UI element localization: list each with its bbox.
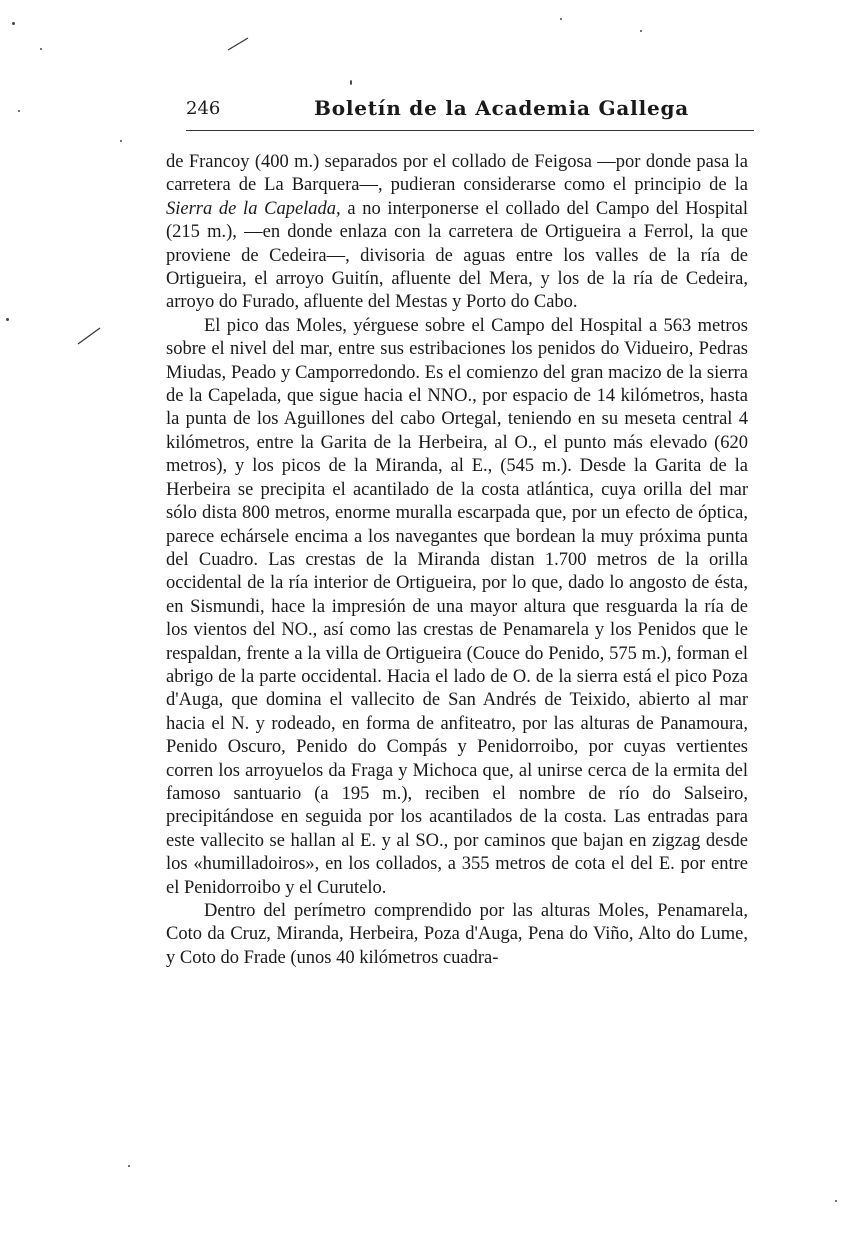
- body-text: [166, 151, 748, 970]
- pencil-stroke: [226, 36, 250, 52]
- paragraph-3: Dentro del perímetro comprendido por las alturas Moles, Penamarela, Coto da Cruz, Miranda, Herbeira, Poza d'Auga, Pena do Viño, Alto do Lume, y Coto do Frade (unos 40 kilómetros cuadra-: [166, 901, 748, 968]
- scan-speck: [120, 140, 122, 142]
- running-title: Boletín de la Academia Gallega: [314, 96, 690, 120]
- scan-speck: [18, 110, 20, 112]
- scan-speck: [128, 1165, 130, 1167]
- pencil-stroke: [76, 326, 102, 346]
- scan-speck: [640, 30, 642, 32]
- scan-speck: [6, 318, 9, 321]
- page-header: [186, 96, 754, 131]
- scan-speck: [40, 48, 42, 50]
- scan-speck: [835, 1200, 837, 1202]
- paragraph-1-italic: Sierra de la Capelada,: [166, 198, 341, 219]
- scan-speck: [12, 22, 15, 25]
- paragraph-1: [166, 151, 748, 315]
- scan-speck: [560, 18, 562, 20]
- paragraph-1-part-b: a no interponerse el collado del Campo del Hospital (215 m.), —en donde enlaza con la carretera de Ortigueira a Ferrol, la que proviene de Cedeira—, divisoria de aguas entre los valles de la ría de Ortigueira, el arroyo Guitín, afluente del Mera, y los de la ría de Cedeira, arroyo do Furado, afluente del Mestas y Porto do Cabo.: [166, 198, 748, 313]
- page-number: 246: [186, 98, 221, 119]
- paragraph-2: El pico das Moles, yérguese sobre el Campo del Hospital a 563 metros sobre el nivel del mar, entre sus estribaciones los penidos do Vidueiro, Pedras Miudas, Peado y Camporredondo. Es el comienzo del gran macizo de la sierra de la Capelada, que sigue hacia el NNO., por espacio de 14 kilómetros, hasta la punta de los Aguillones del cabo Ortegal, teniendo en su meseta central 4 kilómetros, entre la Garita de la Herbeira, al O., el punto más elevado (620 metros), y los picos de la Miranda, al E., (545 m.). Desde la Garita de la Herbeira se precipita el acantilado de la costa atlántica, cuya orilla del mar sólo dista 800 metros, enorme muralla escarpada que, por un efecto de óptica, parece echársele encima a los navegantes que bordean la muy próxima punta del Cuadro. Las crestas de la Miranda distan 1.700 metros de la orilla occidental de la ría interior de Ortigueira, por lo que, dado lo angosto de ésta, en Sismundi, hace la impresión de una mayor altura que resguarda la ría de los vientos del NO., así como las crestas de Penamarela y los Penidos que le respaldan, frente a la villa de Ortigueira (Couce do Penido, 575 m.), forman el abrigo de la parte occidental. Hacia el lado de O. de la sierra está el pico Poza d'Auga, que domina el vallecito de San Andrés de Teixido, abierto al mar hacia el N. y rodeado, en forma de anfiteatro, por las alturas de Panamoura, Penido Oscuro, Penido do Compás y Penidorroibo, por cuyas vertientes corren los arroyuelos da Fraga y Michoca que, al unirse cerca de la ermita del famoso santuario (a 195 m.), reciben el nombre de río do Salseiro, precipitándose en seguida por los acantilados de la costa. Las entradas para este vallecito se hallan al E. y al SO., por caminos que bajan en zigzag desde los «humilladoiros», en los collados, a 355 metros de cota el del E. por entre el Penidorroibo y el Curutelo.: [166, 315, 748, 898]
- paragraph-1-part-a: de Francoy (400 m.) separados por el collado de Feigosa —por donde pasa la carretera de La Barquera—, pudieran considerarse como el principio de la: [166, 152, 748, 196]
- scan-speck: [350, 80, 352, 85]
